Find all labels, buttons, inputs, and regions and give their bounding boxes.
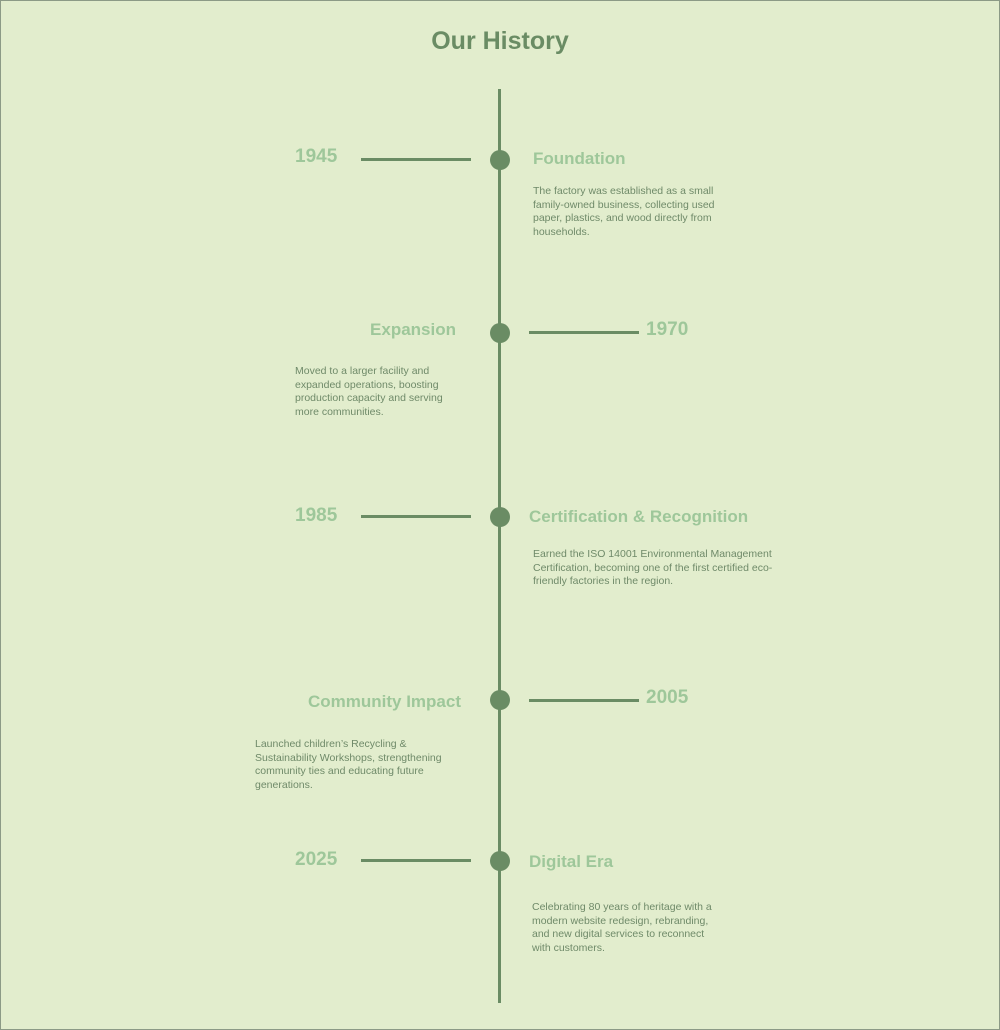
event-year-1970: 1970: [646, 319, 689, 340]
timeline-connector: [361, 515, 471, 518]
event-heading-community-impact: Community Impact: [307, 692, 461, 711]
event-description-expansion: Moved to a larger facility and expanded operations, boosting production capacity and serving more communities.: [295, 365, 443, 418]
event-description-digital-era: Celebrating 80 years of heritage with a modern website redesign, rebranding, and new digital services to reconnect with customers.: [532, 901, 712, 954]
timeline-dot: [490, 150, 510, 170]
timeline-dot: [490, 507, 510, 527]
timeline-connector: [361, 859, 471, 862]
event-heading-expansion: Expansion: [370, 320, 456, 339]
timeline-dot: [490, 323, 510, 343]
timeline-connector: [529, 331, 639, 334]
timeline-dot: [490, 851, 510, 871]
event-heading-foundation: Foundation: [533, 149, 626, 168]
timeline-connector: [529, 699, 639, 702]
event-description-foundation: The factory was established as a small family-owned business, collecting used paper, plastics, and wood directly from households.: [533, 185, 715, 238]
event-description-certification: Earned the ISO 14001 Environmental Management Certification, becoming one of the first certified eco-friendly factories in the region.: [533, 548, 773, 587]
event-year-1985: 1985: [295, 505, 338, 526]
event-heading-certification: Certification & Recognition: [529, 507, 749, 526]
event-year-1945: 1945: [295, 146, 338, 167]
timeline-connector: [361, 158, 471, 161]
event-description-community-impact: Launched children’s Recycling & Sustainability Workshops, strengthening community ties and educating future generations.: [255, 738, 442, 791]
event-year-2005: 2005: [646, 687, 689, 708]
page-title: Our History: [431, 27, 569, 55]
event-year-2025: 2025: [295, 849, 338, 870]
event-heading-digital-era: Digital Era: [529, 852, 614, 871]
timeline-dot: [490, 690, 510, 710]
